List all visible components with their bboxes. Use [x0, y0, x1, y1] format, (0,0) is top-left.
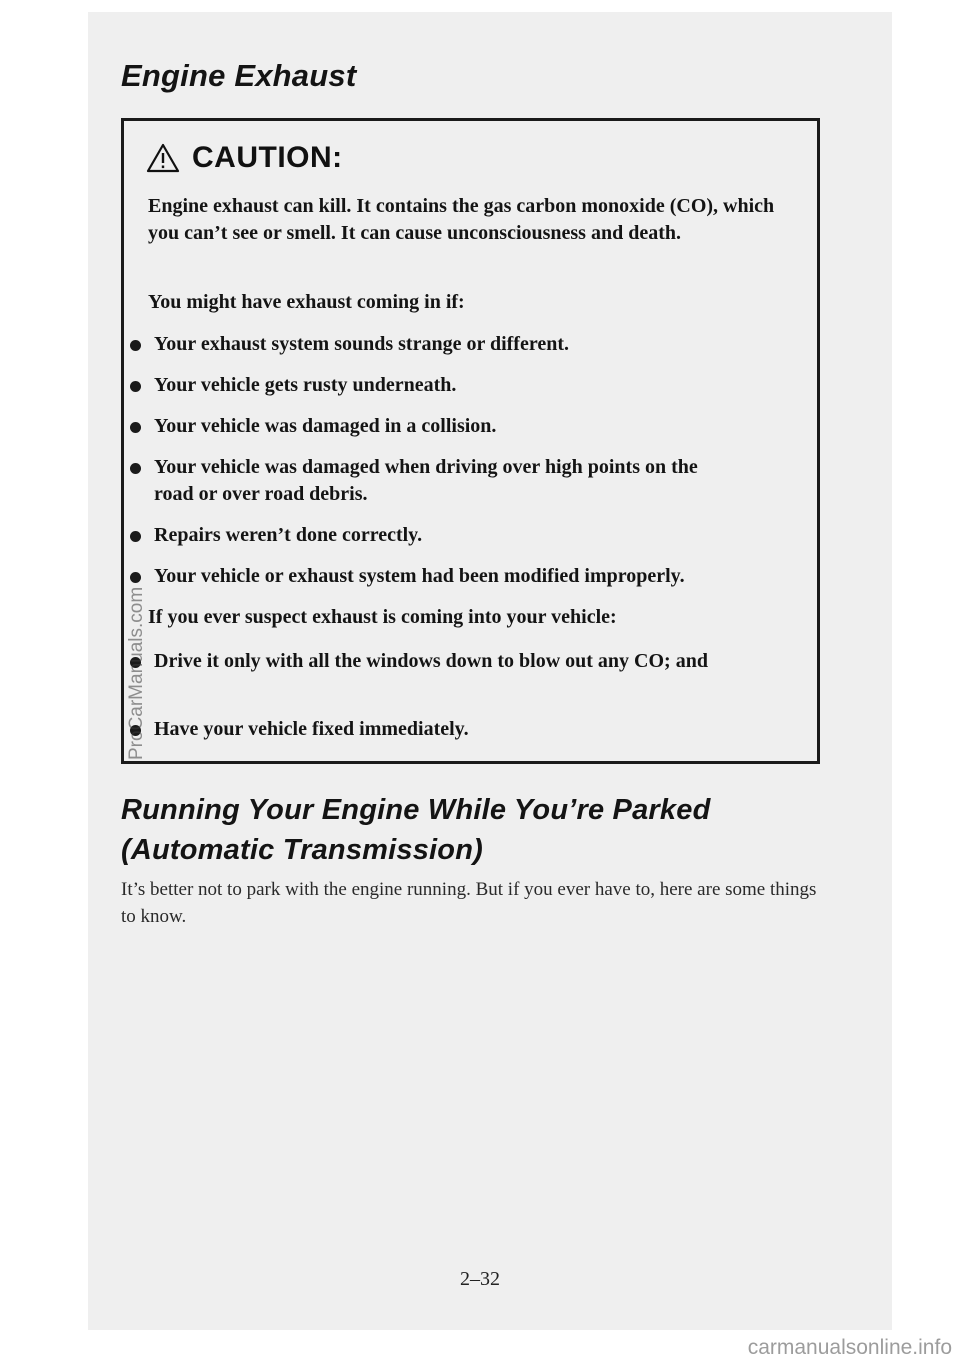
section-title-engine-exhaust: Engine Exhaust — [121, 58, 357, 93]
warning-triangle-icon — [146, 143, 180, 173]
list-item — [130, 563, 790, 590]
body-paragraph: It’s better not to park with the engine running. But if you ever have to, here are some things to know. — [121, 879, 817, 927]
caution-lead: You might have exhaust coming in if: — [148, 291, 465, 313]
page-number: 2–32 — [460, 1268, 500, 1290]
caution-box — [121, 118, 820, 764]
caution-intro: Engine exhaust can kill. It contains the gas carbon monoxide (CO), which you can’t see or smell. It can cause unconsciousness and death. — [148, 195, 775, 244]
list-item — [130, 413, 790, 440]
caution-lead-2: If you ever suspect exhaust is coming into your vehicle: — [148, 606, 617, 628]
bullet-icon — [130, 422, 141, 433]
bullet-icon — [130, 340, 141, 351]
list-item — [130, 716, 790, 743]
bullet-icon — [130, 463, 141, 474]
bullet-icon — [130, 531, 141, 542]
list-item-text: Your vehicle was damaged in a collision. — [154, 415, 497, 437]
caution-label: CAUTION: — [192, 141, 343, 174]
list-item-text: Your vehicle or exhaust system had been modified improperly. — [154, 565, 685, 587]
list-item — [130, 454, 740, 508]
list-item — [130, 522, 790, 549]
list-item-text: Your exhaust system sounds strange or different. — [154, 333, 570, 355]
side-watermark: ProCarManuals.com — [126, 586, 147, 760]
bullet-icon — [130, 572, 141, 583]
list-item-text: Your vehicle was damaged when driving over high points on the road or over road debris. — [154, 456, 698, 505]
caution-header — [146, 141, 343, 175]
bottom-watermark: carmanualsonline.info — [747, 1336, 952, 1359]
list-item-text: Your vehicle gets rusty underneath. — [154, 374, 457, 396]
section-title-running-engine-parked: Running Your Engine While You’re Parked (Automatic Transmission) — [121, 794, 711, 866]
list-item-text: Have your vehicle fixed immediately. — [154, 718, 469, 740]
list-item — [130, 331, 790, 358]
list-item — [130, 648, 740, 675]
list-item — [130, 372, 790, 399]
list-item-text: Repairs weren’t done correctly. — [154, 524, 423, 546]
list-item-text: Drive it only with all the windows down to blow out any CO; and — [154, 650, 708, 672]
bullet-icon — [130, 381, 141, 392]
